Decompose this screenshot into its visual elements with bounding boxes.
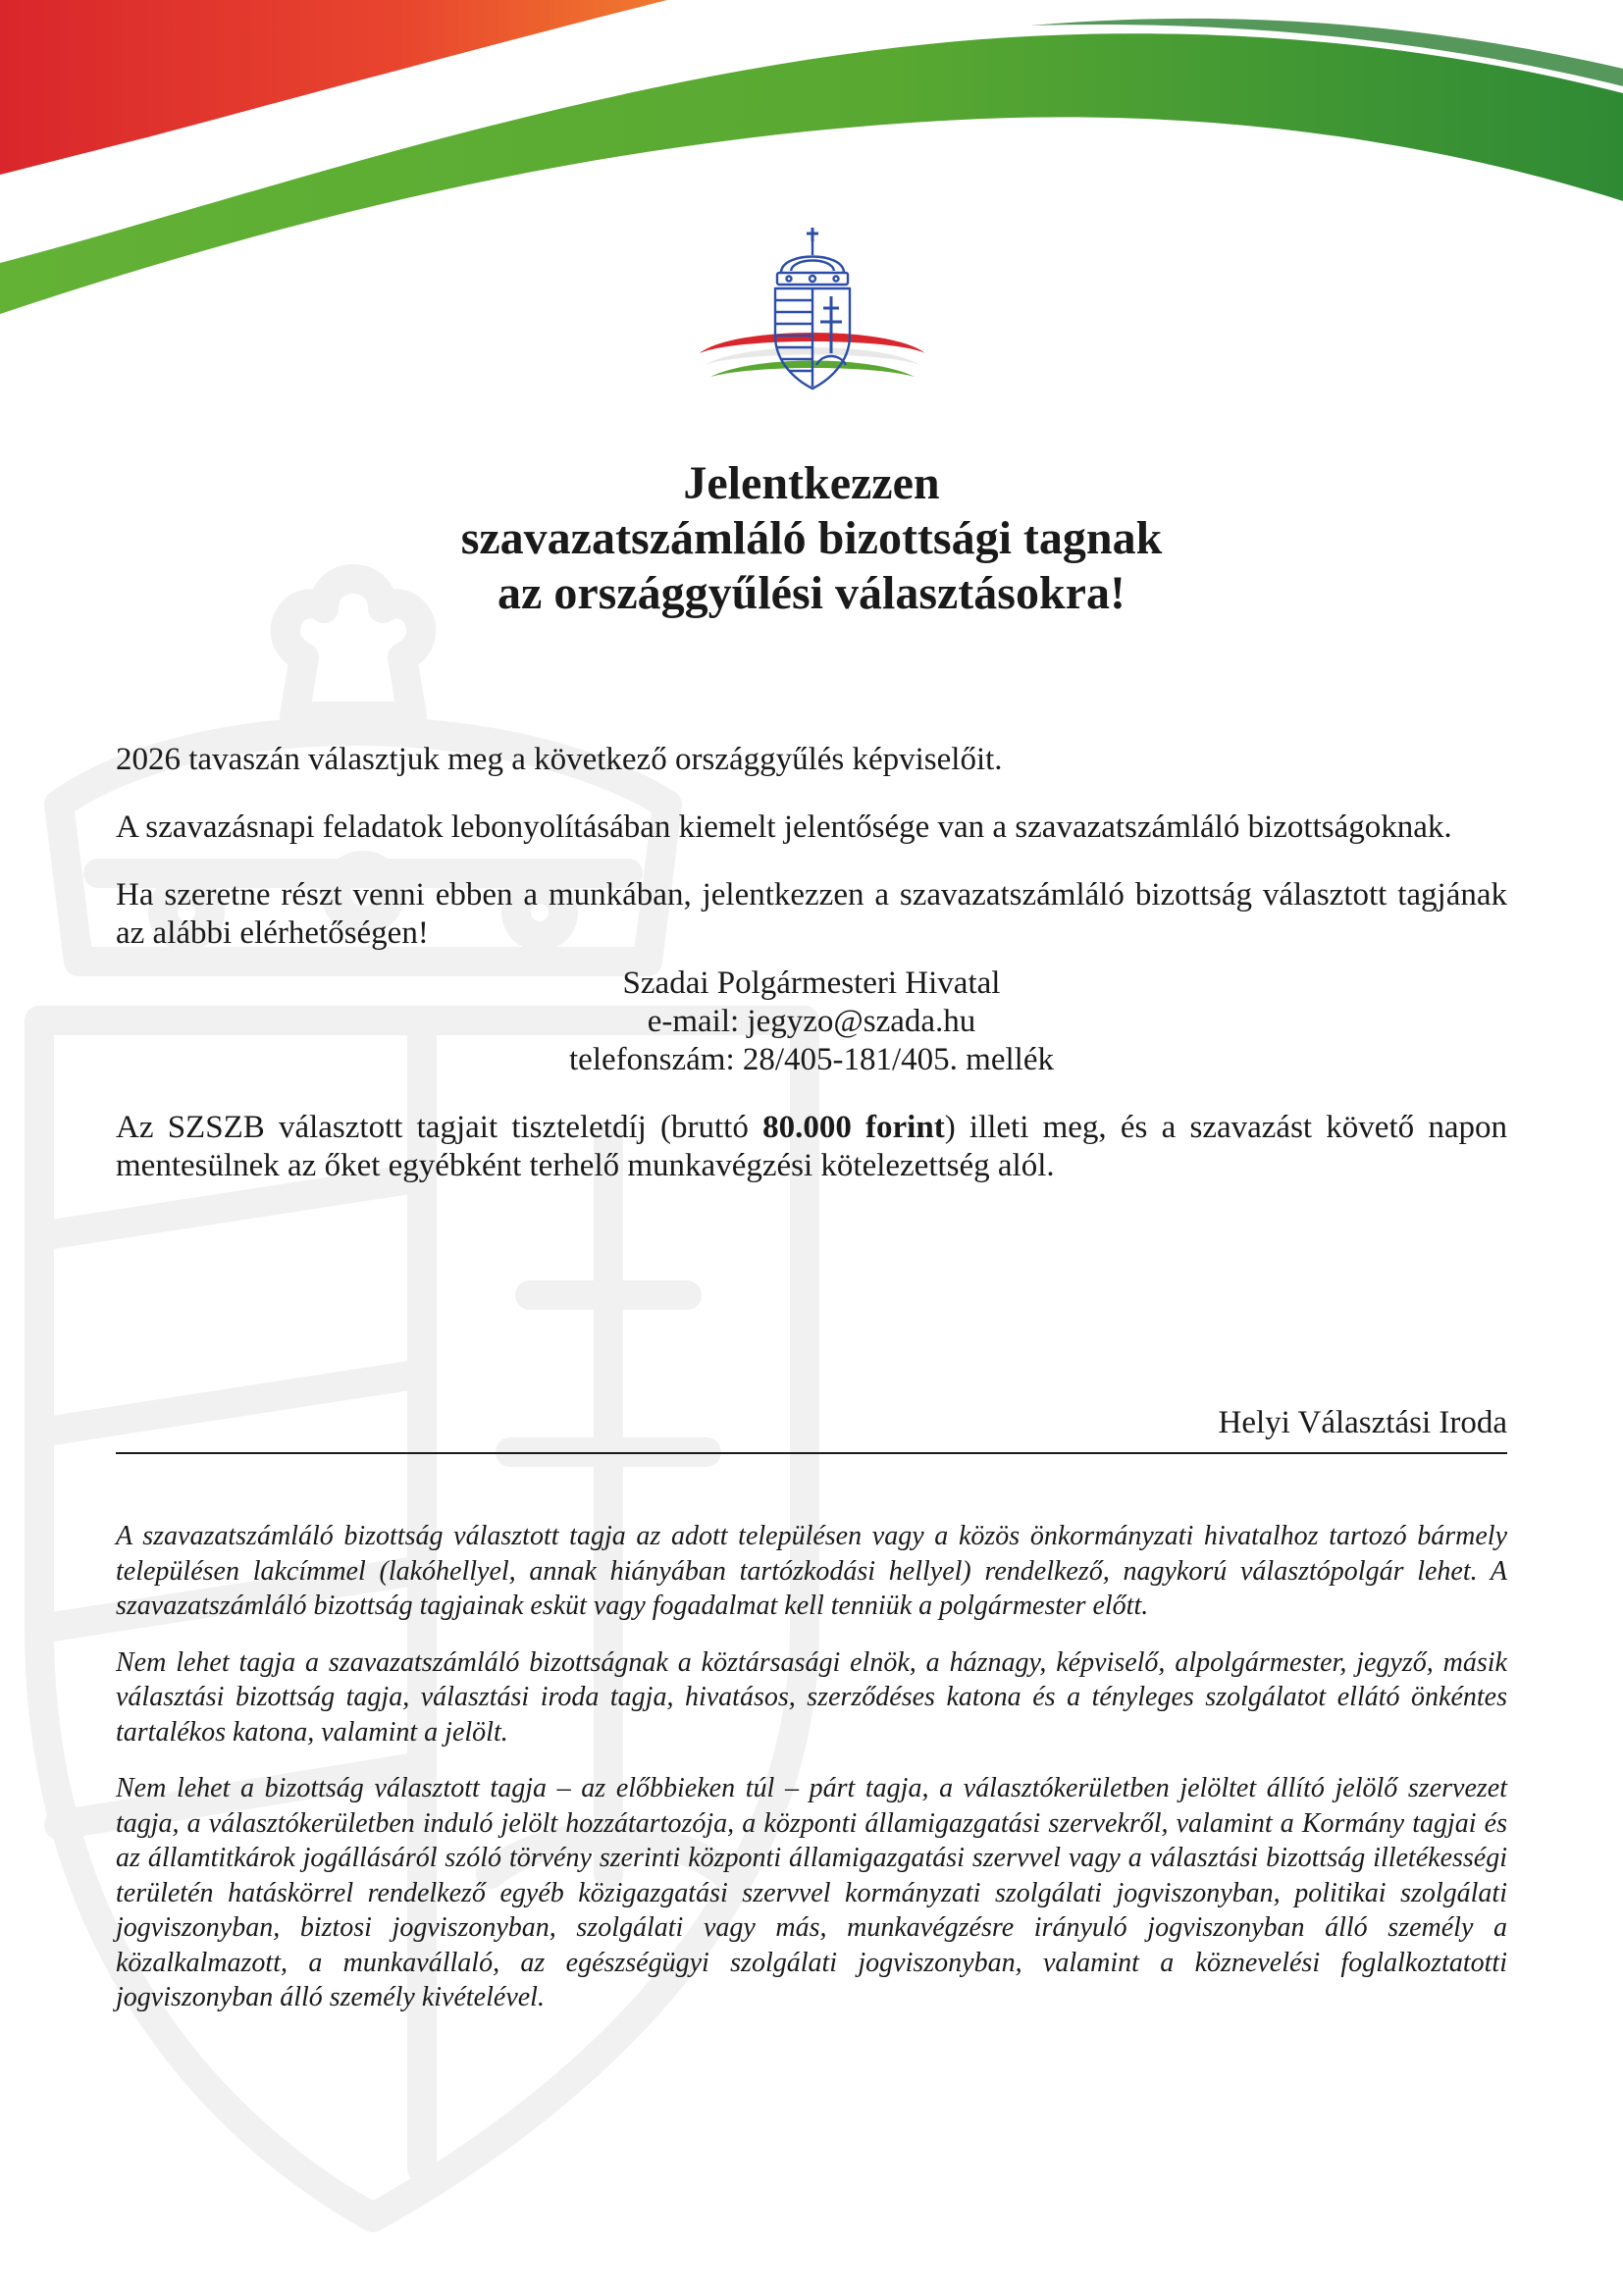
contact-block <box>116 965 1507 1079</box>
contact-office: Szadai Polgármesteri Hivatal <box>622 965 1001 1001</box>
note-exclusions: Nem lehet tagja a szavazatszámláló bizottságnak a köztársasági elnök, a háznagy, képviselő, alpolgármester, jegyző, másik választási bizottság tagja, választási iroda tagja, hivatásos, szerződéses katona és a tényleges szolgálatot ellátó önkéntes tartalékos katona, valamint a jelölt. <box>116 1646 1507 1748</box>
title-line-3: az országgyűlési választásokra! <box>497 567 1126 619</box>
paragraph-importance: A szavazásnapi feladatok lebonyolításában kiemelt jelentősége van a szavazatszámláló bizottságoknak. <box>116 809 1452 845</box>
contact-email: e-mail: jegyzo@szada.hu <box>647 1004 976 1039</box>
footnotes <box>116 1519 1507 2037</box>
title-line-2: szavazatszámláló bizottsági tagnak <box>460 512 1163 564</box>
body-text <box>116 741 1507 1215</box>
paragraph-call-to-action: Ha szeretne részt venni ebben a munkában, jelentkezzen a szavazatszámláló bizottság választott tagjának az alábbi elérhetőségen! <box>116 877 1507 951</box>
signature-office: Helyi Választási Iroda <box>116 1403 1507 1454</box>
coat-of-arms-icon <box>695 228 930 404</box>
note-eligibility: A szavazatszámláló bizottság választott tagja az adott településen vagy a közös önkormányzati hivatalhoz tartozó bármely településen lakcímmel (lakóhellyel, annak hiányában tartózkodási hellyel) rendelkező, nagykorú választópolgár lehet. A szavazatszámláló bizottság tagjainak esküt vagy fogadalmat kell tenniük a polgármester előtt. <box>116 1521 1507 1621</box>
note-further-exclusions: Nem lehet a bizottság választott tagja – az előbbieken túl – párt tagja, a választókerületben jelöltet állító jelölő szervezet tagja, a választókerületben induló jelölt hozzátartozója, a központi államigazgatási szervekről, valamint a Kormány tagjai és az államtitkárok jogállásáról szóló törvény szerinti központi államigazgatási szervvel vagy a választási bizottság illetékességi területén hatáskörrel rendelkező egyéb közigazgatási szervvel kormányzati szolgálati jogviszonyban, politikai szolgálati jogviszonyban, biztosi jogviszonyban, szolgálati vagy más, munkavégzésre irányuló jogviszonyban álló személy a közalkalmazott, a munkavállaló, az egészségügyi szolgálati jogviszonyban, valamint a köznevelési foglalkoztatotti jogviszonyban álló személy kivételével. <box>116 1773 1507 2012</box>
contact-phone: telefonszám: 28/405-181/405. mellék <box>569 1042 1054 1077</box>
paragraph-honorarium <box>116 1109 1507 1185</box>
honorarium-text-after: ) illeti meg, és a szavazást követő napon mentesülnek az őket egyébként terhelő munkavégzési kötelezettség alól. <box>116 1110 1507 1183</box>
paragraph-intro: 2026 tavaszán választjuk meg a következő országgyűlés képviselőit. <box>116 742 1003 777</box>
title-line-1: Jelentkezzen <box>683 457 940 509</box>
honorarium-amount: 80.000 forint <box>762 1110 945 1145</box>
page-title <box>116 456 1507 621</box>
honorarium-text-before: Az SZSZB választott tagjait tiszteletdíj (bruttó <box>116 1110 763 1145</box>
